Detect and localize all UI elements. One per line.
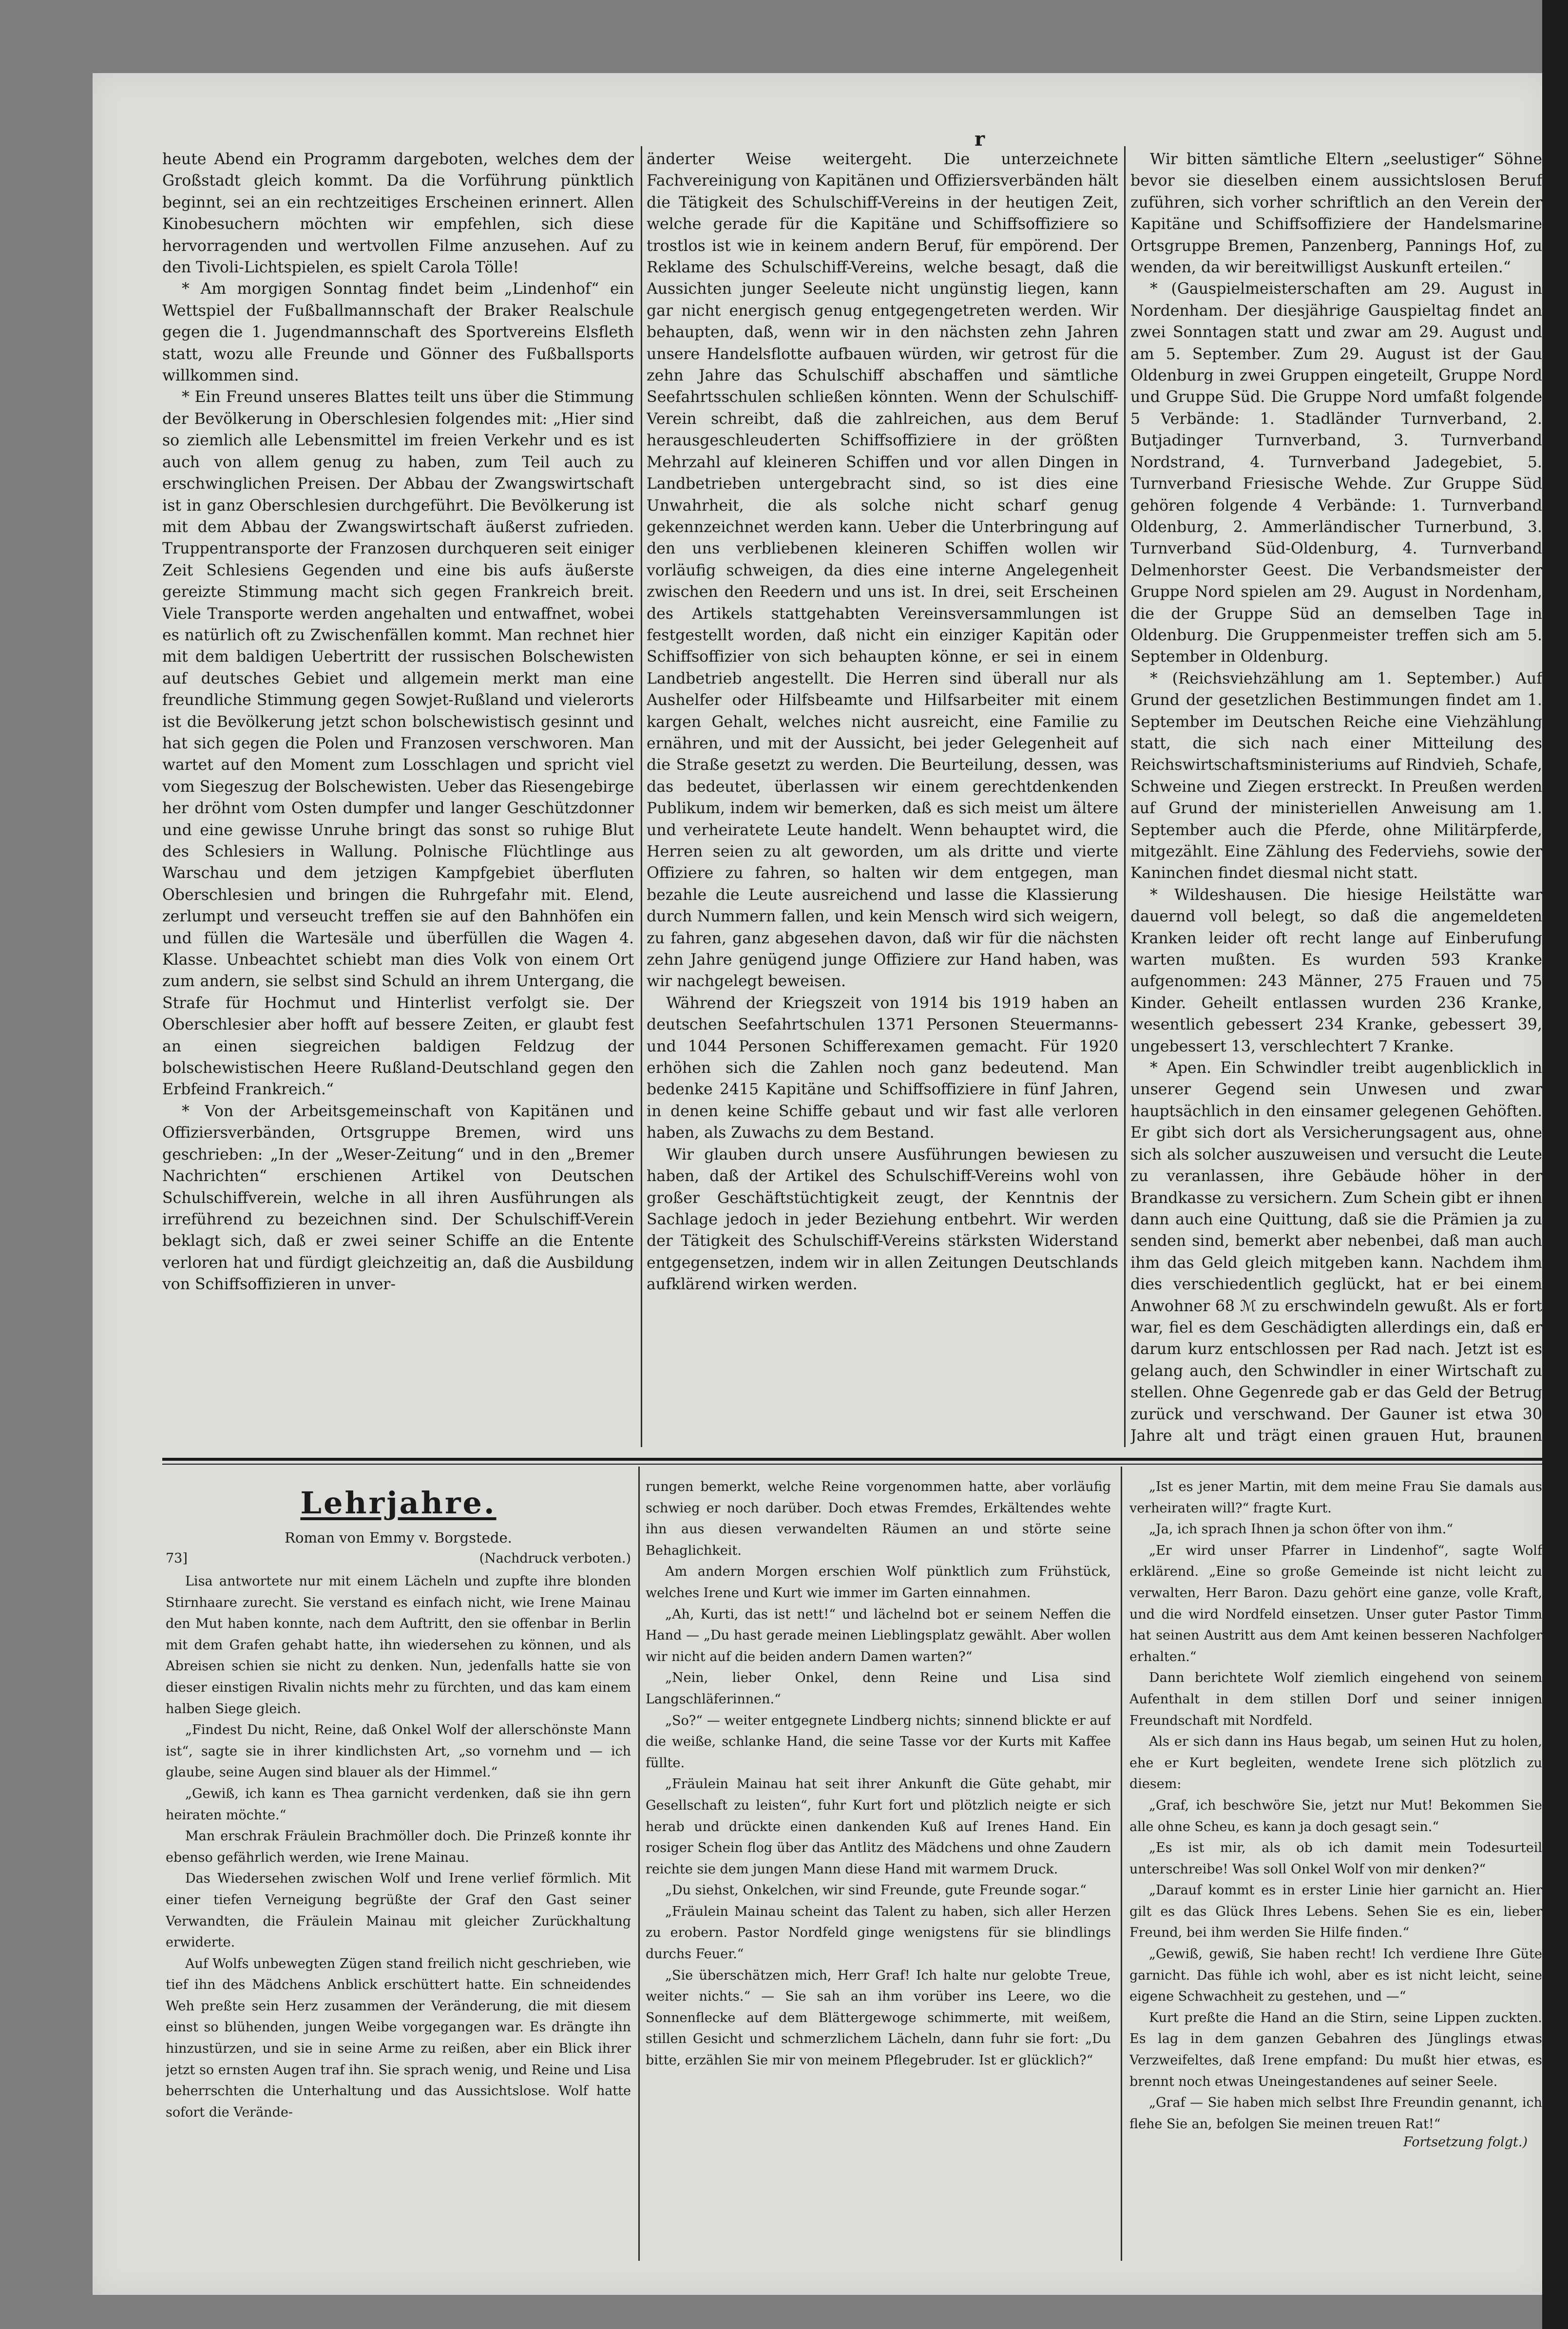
paragraph: „Graf, ich beschwöre Sie, jetzt nur Mut! Bekommen Sie alle ohne Scheu, es kann ja doch gesagt sein.“	[1129, 1797, 1542, 1834]
paragraph: „Fräulein Mainau scheint das Talent zu haben, sich aller Herzen zu erobern. Pastor Nordfeld ginge wenigstens für sie blindlings durchs Feuer.“	[646, 1904, 1111, 1962]
serial-column-3	[1129, 1476, 1542, 2280]
paragraph: Als er sich dann ins Haus begab, um seinen Hut zu holen, ehe er Kurt begleiten, wendete Irene sich plötzlich zu diesem:	[1129, 1734, 1542, 1792]
reprint-note: (Nachdruck verboten.)	[479, 1551, 631, 1566]
paragraph: * Apen. Ein Schwindler treibt augenblicklich in unserer Gegend sein Unwesen und zwar hauptsächlich in den einsamer gelegenen Gehöften. Er gibt sich dort als Versicherungsagent aus, ohne sich als solcher auszuweisen und versucht die Leute zu veranlassen, ihre Gebäude höher in der Brandkasse zu versichern. Zum Schein gibt er ihnen dann auch eine Quittung, daß sie die Prämien ja zu senden sind, bemerkt aber nebenbei, daß man auch ihm das Geld gleich mitgeben kann. Nachdem ihm dies verschiedentlich geglückt, hat er bei einem Anwohner 68 ℳ zu erschwindeln gewußt. Als er fort war, fiel es dem Geschädigten allerdings ein, daß er darum kurz entschlossen per Rad nach. Jetzt ist es gelang auch, den Schwindler in einer Wirtschaft zu stellen. Ohne Gegenrede gab er das Geld der Betrug zurück und verschwand. Der Gauner ist etwa 30 Jahre alt und trägt einen grauen Hut, braunen	[1130, 1059, 1542, 1445]
paragraph: „Gewiß, ich kann es Thea garnicht verdenken, daß sie ihn gern heiraten möchte.“	[166, 1786, 631, 1823]
paragraph: „Er wird unser Pfarrer in Lindenhof“, sagte Wolf erklärend. „Eine so große Gemeinde ist nicht leicht zu verwalten, Herr Baron. Dazu gehört eine ganze, volle Kraft, und die wird Nordfeld einsetzen. Unser guter Pastor Timm hat seinen Austritt aus dem Amt keinen besseren Nachfolger erhalten.“	[1129, 1543, 1542, 1664]
serial-text-1	[166, 1571, 631, 2123]
scan-edge	[1542, 0, 1568, 2329]
paragraph: Während der Kriegszeit von 1914 bis 1919 haben an deutschen Seefahrtschulen 1371 Personen Steuermanns- und 1044 Personen Schifferexamen gemacht. Für 1920 erhöhen sich die Zahlen noch ganz bedeutend. Man bedenke 2415 Kapitäne und Schiffsoffiziere in fünf Jahren, in denen keine Schiffe gebaut und wir fast alle verloren haben, als Zuwachs zu dem Bestand.	[647, 994, 1118, 1142]
serial-number: 73]	[166, 1551, 188, 1566]
serial-byline: Roman von Emmy v. Borgstede.	[285, 1529, 512, 1546]
serial-continued: Fortsetzung folgt.)	[1403, 2135, 1528, 2150]
paragraph: „Ist es jener Martin, mit dem meine Frau Sie damals aus verheiraten will?“ fragte Kurt.	[1129, 1479, 1542, 1516]
feuilleton-separator	[162, 1458, 1542, 1461]
paragraph: heute Abend ein Programm dargeboten, welches dem der Großstadt gleich kommt. Da die Vorführung pünktlich beginnt, sei an ein rechtzeitiges Erscheinen erinnert. Allen Kinobesuchern möchten wir empfehlen, sich diese hervorragenden und wertvollen Filme anzusehen. Auf zu den Tivoli-Lichtspielen, es spielt Carola Tölle!	[162, 151, 634, 277]
article-column-1	[162, 149, 634, 1445]
paragraph: „Graf — Sie haben mich selbst Ihre Freundin genannt, ich flehe Sie an, befolgen Sie meinen treuen Rat!“	[1129, 2095, 1542, 2132]
paragraph: Wir glauben durch unsere Ausführungen bewiesen zu haben, daß der Artikel des Schulschiff-Vereins wohl von großer Geschäftstüchtigkeit zeugt, der Kenntnis der Sachlage jedoch in jeder Beziehung entbehrt. Wir werden der Tätigkeit des Schulschiff-Vereins stärksten Widerstand entgegensetzen, indem wir in allen Zeitungen Deutschlands aufklärend wirken werden.	[647, 1145, 1118, 1294]
paragraph: änderter Weise weitergeht. Die unterzeichnete Fachvereinigung von Kapitänen und Offiziersverbänden hält die Tätigkeit des Schulschiff-Vereins in der heutigen Zeit, welche gerade für die Kapitäne und Schiffsoffiziere so trostlos ist wie in keinem andern Beruf, für empörend. Der Reklame des Schulschiff-Vereins, welche besagt, daß die Aussichten junger Seeleute nicht ungünstig liegen, kann gar nicht energisch genug entgegengetreten werden. Wir behaupten, daß, wenn wir in den nächsten zehn Jahren unsere Handelsflotte aufbauen würden, wir getrost für die zehn Jahre das Schulschiff abschaffen und sämtliche Seefahrtsschulen schließen könnten. Wenn der Schulschiff-Verein schreibt, daß die zahlreichen, aus dem Beruf herausgeschleuderten Schiffsoffiziere in der größten Mehrzahl auf kleineren Schiffen und vor allen Dingen in Landbetrieben untergebracht sind, so ist dies eine Unwahrheit, die als solche nicht scharf genug gekennzeichnet werden kann. Ueber die Unterbringung auf den uns verbliebenen kleineren Schiffen wollen wir vorläufig schweigen, da dies eine interne Angelegenheit zwischen den Reedern und uns ist. In drei, seit Erscheinen des Artikels stattgehabten Vereinsversammlungen ist festgestellt worden, daß nicht ein einziger Kapitän oder Schiffsoffizier von sich behaupten könne, er sei in einem Landbetrieb angestellt. Die Herren sind überall nur als Aushelfer oder Hilfsbeamte und Hilfsarbeiter mit einem kargen Gehalt, welches nicht ausreicht, eine Familie zu ernähren, und mit der Aussicht, bei jeder Gelegenheit auf die Straße gesetzt zu werden. Die Beurteilung, dessen, was das bedeutet, überlassen wir einem gerechtdenkenden Publikum, indem wir bemerken, daß es sich meist um ältere und verheiratete Leute handelt. Wenn behauptet wird, die Herren seien zu alt geworden, um als dritte und vierte Offiziere zu fahren, so halten wir dem entgegen, man bezahle die Leute ausreichend und lasse die Klassierung durch Nummern fallen, und kein Mensch wird sich weigern, zu fahren, ganz abgesehen davon, daß wir für die nächsten zehn Jahre genügend junge Offiziere zur Hand haben, was wir nachgelegt beweisen.	[647, 151, 1118, 991]
column-rule	[641, 146, 642, 1447]
serial-title: Lehrjahre.	[300, 1485, 497, 1521]
article-column-2	[647, 149, 1118, 1445]
paragraph: * Ein Freund unseres Blattes teilt uns über die Stimmung der Bevölkerung in Oberschlesien folgendes mit: „Hier sind so ziemlich alle Lebensmittel im freien Verkehr und es ist auch von allem genug zu haben, zum Teil auch zu erschwinglichen Preisen. Der Abbau der Zwangswirtschaft ist in ganz Oberschlesien durchgeführt. Die Bevölkerung ist mit dem Abbau der Zwangswirtschaft äußerst zufrieden. Truppentransporte der Franzosen durchqueren seit einiger Zeit Schlesiens Gegenden und eine bis aufs äußerste gereizte Stimmung macht sich gegen Frankreich breit. Viele Transporte werden angehalten und entwaffnet, wobei es natürlich oft zu Zwischenfällen kommt. Man rechnet hier mit dem baldigen Uebertritt der russischen Bolschewisten auf deutsches Gebiet und allgemein merkt man eine freundliche Stimmung gegen Sowjet-Rußland und vielerorts ist die Bevölkerung jetzt schon bolschewistisch gesinnt und hat sich gegen die Polen und Franzosen verschworen. Man wartet auf den Moment zum Losschlagen und spricht viel vom Siegeszug der Bolschewisten. Ueber das Riesengebirge her dröhnt vom Osten dumpfer und langer Geschützdonner und eine gewisse Unruhe bringt das sonst so ruhige Blut des Schlesiers in Wallung. Polnische Flüchtlinge aus Warschau und dem jetzigen Kampfgebiet überfluten Oberschlesien und bringen die Ruhrgefahr mit. Elend, zerlumpt und verseucht treffen sie auf den Bahnhöfen ein und füllen die Wartesäle und überfüllen die Wagen 4. Klasse. Unbeachtet schiebt man dies Volk von einem Ort zum andern, sie selbst sind Schuld an ihrem Untergang, die Strafe für Hochmut und Hinterlist verfolgt sie. Der Oberschlesier aber hofft auf bessere Zeiten, er glaubt fest an einen siegreichen baldigen Feldzug der bolschewistischen Heere Rußland-Deutschland gegen den Erbfeind Frankreich.“	[162, 388, 634, 1099]
paragraph: * (Gauspielmeisterschaften am 29. August in Nordenham. Der diesjährige Gauspieltag findet an zwei Sonntagen statt und zwar am 29. August und am 5. September. Zum 29. August ist der Gau Oldenburg in zwei Gruppen eingeteilt, Gruppe Nord und Gruppe Süd. Die Gruppe Nord umfaßt folgende 5 Verbände: 1. Stadländer Turnverband, 2. Butjadinger Turnverband, 3. Turnverband Nordstrand, 4. Turnverband Jadegebiet, 5. Turnverband Friesische Wehde. Zur Gruppe Süd gehören folgende 4 Verbände: 1. Turnverband Oldenburg, 2. Ammerländischer Turnerbund, 3. Turnverband Süd-Oldenburg, 4. Turnverband Delmenhorster Geest. Die Verbandsmeister der Gruppe Nord spielen am 29. August in Nordenham, die der Gruppe Süd an demselben Tage in Oldenburg. Die Gruppenmeister treffen sich am 5. September in Oldenburg.	[1130, 280, 1542, 666]
paragraph: Kurt preßte die Hand an die Stirn, seine Lippen zuckten. Es lag in dem ganzen Gebahren des Jünglings etwas Verzweifeltes, daß Irene empfand: Du mußt hier etwas, es brennt noch etwas Uneingestandenes auf seiner Seele.	[1129, 2010, 1542, 2089]
serial-text-3	[1129, 1476, 1542, 2135]
paragraph: „Nein, lieber Onkel, denn Reine und Lisa sind Langschläferinnen.“	[646, 1670, 1111, 1707]
paragraph: Auf Wolfs unbewegten Zügen stand freilich nicht geschrieben, wie tief ihn des Mädchens Anblick erschüttert hatte. Ein schneidendes Weh preßte sein Herz zusammen der Veränderung, die mit diesem einst so blühenden, jungen Weibe vorgegangen war. Es drängte ihn hinzustürzen, und sie in seine Arme zu reißen, aber ein Blick ihrer jetzt so ernsten Augen traf ihn. Sie sprach wenig, und Reine und Lisa beherrschten die Unterhaltung und das Aussichtslose. Wolf hatte sofort die Verände-	[166, 1956, 631, 2120]
paragraph: „Sie überschätzen mich, Herr Graf! Ich halte nur gelobte Treue, weiter nichts.“ — Sie sah an ihm vorüber ins Leere, wo die Sonnenflecke auf dem Blättergewoge schimmerte, mit weißem, stillen Gesicht und schmerzlichem Lächeln, dann fuhr sie fort: „Du bitte, erzählen Sie mir von meinem Pflegebruder. Ist er glücklich?“	[646, 1967, 1111, 2068]
paragraph: „Darauf kommt es in erster Linie hier garnicht an. Hier gilt es das Glück Ihres Lebens. Sehen Sie es ein, lieber Freund, bei ihm werden Sie Hilfe finden.“	[1129, 1883, 1542, 1941]
paragraph: „Findest Du nicht, Reine, daß Onkel Wolf der allerschönste Mann ist“, sagte sie in ihrer kindlichsten Art, „so vornehm und — ich glaube, seine Augen sind blauer als der Himmel.“	[166, 1722, 631, 1780]
paragraph: Man erschrak Fräulein Brachmöller doch. Die Prinzeß konnte ihr ebenso gefährlich werden, wie Irene Mainau.	[166, 1829, 631, 1865]
paragraph: „Es ist mir, als ob ich damit mein Todesurteil unterschreibe! Was soll Onkel Wolf von mir denken?“	[1129, 1840, 1542, 1877]
serial-meta-row	[166, 1551, 631, 1566]
serial-column-2	[646, 1476, 1111, 2261]
paragraph: „Du siehst, Onkelchen, wir sind Freunde, gute Freunde sogar.“	[665, 1883, 1087, 1898]
paragraph: * Wildeshausen. Die hiesige Heilstätte war dauernd voll belegt, so daß die angemeldeten Kranken leider oft recht lange auf Einberufung warten mußten. Es wurden 593 Kranke aufgenommen: 243 Männer, 275 Frauen und 75 Kinder. Geheilt entlassen wurden 236 Kranke, wesentlich gebessert 234 Kranke, gebessert 39, ungebessert 13, verschlechtert 7 Kranke.	[1130, 886, 1542, 1055]
paragraph: * Am morgigen Sonntag findet beim „Lindenhof“ ein Wettspiel der Fußballmannschaft der Braker Realschule gegen die 1. Jugendmannschaft des Sportvereins Elsfleth statt, wozu alle Freunde und Gönner des Fußballsports willkommen sind.	[162, 280, 634, 385]
paragraph: * Von der Arbeitsgemeinschaft von Kapitänen und Offiziersverbänden, Ortsgruppe Bremen, wird uns geschrieben: „In der „Weser-Zeitung“ und in den „Bremer Nachrichten“ erschienen Artikel von Deutschen Schulschiffverein, welche in all ihren Ausführungen als irreführend zu bezeichnen sind. Der Schulschiff-Verein beklagt sich, daß er zwei seiner Schiffe an die Entente verloren hat und fürdigt gleichzeitig an, daß die Ausbildung von Schiffsoffizieren in unver-	[162, 1102, 634, 1294]
paragraph: „Ja, ich sprach Ihnen ja schon öfter von ihm.“	[1149, 1522, 1453, 1537]
paragraph: rungen bemerkt, welche Reine vorgenommen hatte, aber vorläufig schwieg er noch darüber. Doch etwas Fremdes, Erkältendes wehte ihn aus diesen verwandelten Räumen an und störte seine Behaglichkeit.	[646, 1479, 1111, 1558]
paragraph: Das Wiedersehen zwischen Wolf und Irene verlief förmlich. Mit einer tiefen Verneigung begrüßte der Graf den Gast seiner Verwandten, die Fräulein Mainau mit gleicher Zurückhaltung erwiderte.	[166, 1871, 631, 1950]
paragraph: „Fräulein Mainau hat seit ihrer Ankunft die Güte gehabt, mir Gesellschaft zu leisten“, fuhr Kurt fort und plötzlich neigte er sich herab und drückte einen dankenden Kuß auf Irenes Hand. Ein rosiger Schein flog über das Antlitz des Mädchens und ohne Zaudern reichte sie dem jungen Mann diese Hand mit warmem Druck.	[646, 1776, 1111, 1877]
paragraph: Dann berichtete Wolf ziemlich eingehend von seinem Aufenthalt in dem stillen Dorf und seiner innigen Freundschaft mit Nordfeld.	[1129, 1670, 1542, 1728]
column-rule	[1121, 1467, 1122, 2261]
column-rule	[1124, 146, 1126, 1447]
feuilleton-separator-thin	[162, 1464, 1542, 1465]
article-column-3	[1130, 149, 1542, 1445]
paragraph: „Ah, Kurti, das ist nett!“ und lächelnd bot er seinem Neffen die Hand — „Du hast gerade meinen Lieblingsplatz gewählt. Aber wollen wir nicht auf die beiden andern Damen warten?“	[646, 1606, 1111, 1664]
paragraph: Am andern Morgen erschien Wolf pünktlich zum Frühstück, welches Irene und Kurt wie immer im Garten einnahmen.	[646, 1564, 1111, 1601]
page-mark: r	[975, 128, 985, 151]
paragraph: „Gewiß, gewiß, Sie haben recht! Ich verdiene Ihre Güte garnicht. Das fühle ich wohl, aber es ist nicht leicht, seine eigene Schwachheit zu gestehen, und —“	[1129, 1947, 1542, 2004]
paragraph: „So?“ — weiter entgegnete Lindberg nichts; sinnend blickte er auf die weiße, schlanke Hand, die seine Tasse vor der Kurts mit Kaffee füllte.	[646, 1713, 1111, 1771]
serial-column-1	[166, 1471, 631, 2261]
paragraph: Wir bitten sämtliche Eltern „seelustiger“ Söhne bevor sie dieselben einem aussichtslosen Beruf zuführen, sich vorher schriftlich an den Verein der Kapitäne und Schiffsoffiziere der Handelsmarine Ortsgruppe Bremen, Panzenberg, Pannings Hof, zu wenden, da wir bereitwilligst Auskunft erteilen.“	[1130, 151, 1542, 277]
paragraph: Lisa antwortete nur mit einem Lächeln und zupfte ihre blonden Stirnhaare zurecht. Sie verstand es einfach nicht, wie Irene Mainau den Mut haben konnte, nach dem Auftritt, den sie offenbar in Berlin mit dem Grafen gehabt hatte, ihn wiedersehen zu können, und als Abreisen schien sie nicht zu denken. Nun, jedenfalls hatte sie von dieser einstigen Rivalin nichts mehr zu fürchten, und das kam einem halben Siege gleich.	[166, 1574, 631, 1717]
column-rule	[638, 1467, 640, 2261]
paragraph: * (Reichsviehzählung am 1. September.) Auf Grund der gesetzlichen Bestimmungen findet am 1. September im Deutschen Reiche eine Viehzählung statt, die sich nach einer Mitteilung des Reichswirtschaftsministeriums auf Rindvieh, Schafe, Schweine und Ziegen erstreckt. In Preußen werden auf Grund der ministeriellen Anweisung am 1. September auch die Pferde, ohne Militärpferde, mitgezählt. Eine Zählung des Federviehs, sowie der Kaninchen findet diesmal nicht statt.	[1130, 669, 1542, 882]
